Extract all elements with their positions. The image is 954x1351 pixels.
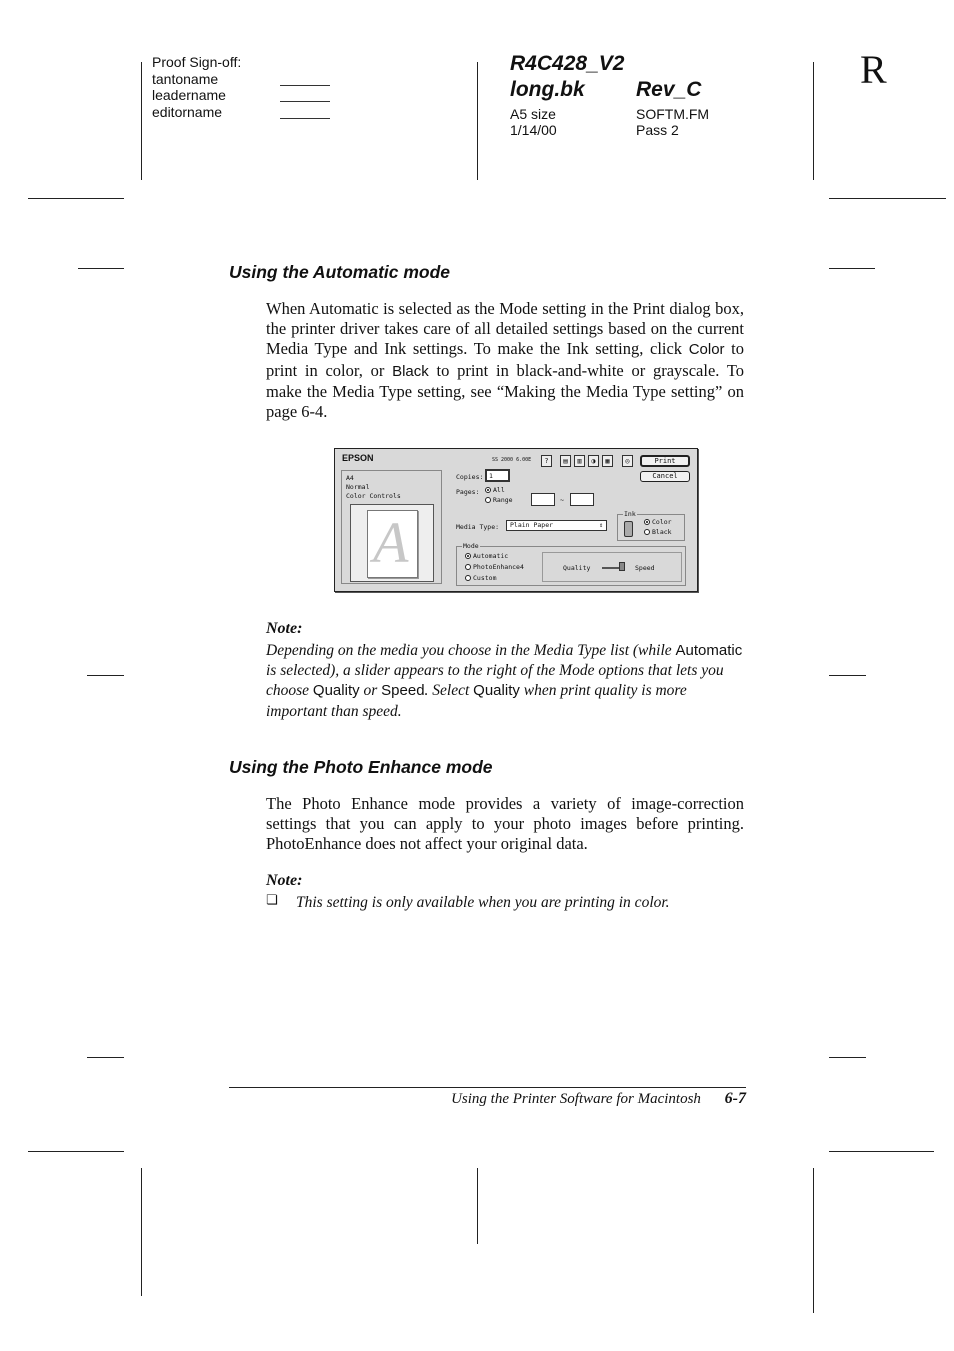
note-label: Note: [266,620,303,637]
paper-size: A4 [346,474,354,482]
preview-page [367,510,418,578]
revision: Rev_C [636,78,702,101]
page-number: 6-7 [724,1090,746,1107]
checkbox-bullet-icon: ❏ [266,893,278,908]
pages-range-radio[interactable]: Range [485,496,513,504]
page-size: A5 size [510,106,556,122]
media-type-label: Media Type: [456,523,500,531]
crop-mark [829,1057,866,1058]
signoff-line [280,101,330,102]
crop-mark [477,1168,478,1244]
crop-mark [87,675,124,676]
cancel-button[interactable]: Cancel [640,471,690,482]
corner-letter: R [860,47,887,92]
footer-title: Using the Printer Software for Macintosh [451,1091,701,1107]
radio-selected-icon [465,553,471,559]
page-icon[interactable]: ▤ [560,455,571,467]
file-name: SOFTM.FM [636,106,710,122]
chevron-updown-icon: ⇕ [599,521,603,529]
footer-rule [229,1087,746,1088]
crop-mark [829,268,875,269]
crop-mark [477,62,478,180]
print-button[interactable]: Print [640,455,690,467]
print-dialog [334,448,698,592]
page-footer [451,1090,746,1108]
crop-mark [813,62,814,180]
note-text: Depending on the media you choose in the Media Type list (while Automatic is selected), a slider appears to the right of the Mode options that lets you choose Quality or Speed. Select Quality when print quality is more important than speed. [266,642,743,720]
mode-automatic-radio[interactable]: Automatic [465,552,508,560]
crop-mark [28,198,124,199]
help-icon[interactable]: ? [541,455,552,467]
slider-speed-label: Speed [635,564,655,572]
pass-number: Pass 2 [636,122,679,138]
epson-logo: EPSON [342,453,374,463]
color-summary: Color Controls [346,492,401,500]
proof-name: tantoname [152,70,219,87]
ui-term: Quality [473,682,520,700]
signoff-line [280,85,330,86]
quality-speed-panel [542,552,682,582]
section-heading: Using the Automatic mode [229,262,451,282]
crop-mark [28,1151,124,1152]
note-label: Note: [266,872,303,889]
ui-term: Speed [381,682,425,700]
section-heading: Using the Photo Enhance mode [229,757,493,777]
driver-version: SS 2000 6.00E [492,457,532,463]
book-name: long.bk [510,78,585,101]
range-to-input[interactable] [570,493,594,506]
ink-group [617,510,685,541]
crop-mark [813,1168,814,1313]
proof-name: editorname [152,103,223,120]
settings-icon[interactable]: ◑ [588,455,599,467]
slider-quality-label: Quality [563,564,591,572]
proof-signoff [152,54,241,120]
ui-term: Quality [312,682,360,700]
note-text: This setting is only available when you are printing in color. [296,894,670,911]
doc-id: R4C428_V2 [510,52,625,75]
radio-icon [465,575,471,581]
crop-mark [829,675,866,676]
doc-date: 1/14/00 [510,122,557,138]
copies-input[interactable]: 1 [485,469,510,482]
crop-mark [829,198,946,199]
radio-icon [644,529,650,535]
slider-thumb-icon[interactable] [619,562,625,571]
range-separator: ~ [560,496,564,504]
crop-mark [78,268,124,269]
utility-icon[interactable]: ▦ [602,455,613,467]
mode-custom-radio[interactable]: Custom [465,574,496,582]
proof-label: Proof Sign-off: [152,54,242,70]
preview-frame [350,504,434,582]
mode-photoenhance-radio[interactable]: PhotoEnhance4 [465,563,524,571]
preview-letter: A [373,510,409,575]
body-paragraph: When Automatic is selected as the Mode setting in the Print dialog box, the printer driver takes care of all detailed settings based on the current Media Type and Ink settings. To make the Ink setting, click Color to print in color, or Black to print in black-and-white or grayscale. To make the Media Type setting, see “Making the Media Type setting” on page 6-4. [266,299,745,422]
pages-all-radio[interactable]: All [485,486,505,494]
signoff-line [280,118,330,119]
pages-label: Pages: [456,488,480,496]
layout-icon[interactable]: ▥ [574,455,585,467]
ui-term: Black [392,362,429,380]
ink-black-radio[interactable]: Black [644,528,672,536]
body-paragraph: The Photo Enhance mode provides a variety of image-correction settings that you can apply to your photo images before printing. PhotoEnhance does not affect your original data. [266,794,744,854]
mode-group [456,542,686,586]
range-from-input[interactable] [531,493,555,506]
ink-label: Ink [624,510,636,518]
crop-mark [141,1168,142,1296]
radio-icon [485,497,491,503]
ink-color-radio[interactable]: Color [644,518,672,526]
ui-term: Automatic [675,642,743,659]
ui-term: Color [688,341,725,359]
settings-summary-panel [341,470,442,584]
radio-icon [465,564,471,570]
media-type-select[interactable]: Plain Paper ⇕ [506,520,607,531]
mode-label: Mode [463,542,479,550]
radio-selected-icon [485,487,491,493]
crop-mark [141,62,142,180]
copies-label: Copies: [456,473,484,481]
crop-mark [829,1151,934,1152]
radio-selected-icon [644,519,650,525]
crop-mark [87,1057,124,1058]
quality-summary: Normal [346,483,370,491]
preview-icon[interactable]: ◎ [622,455,633,467]
ink-cartridge-icon [624,521,633,537]
proof-name: leadername [152,87,226,103]
